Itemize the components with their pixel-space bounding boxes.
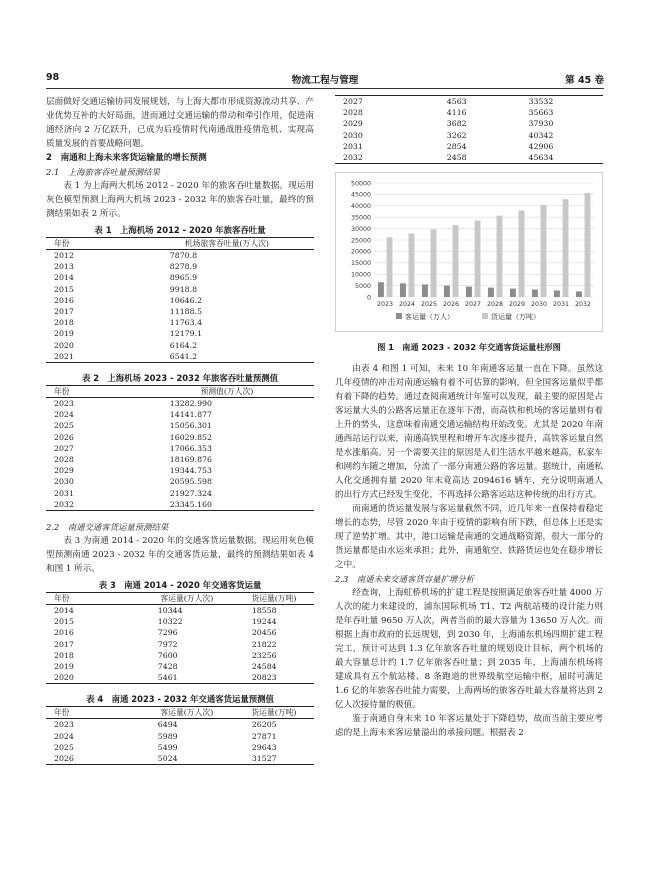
table4-cell: 2024	[54, 731, 74, 741]
section-heading-2: 2 南通和上海未来客货运输量的增长预测	[46, 153, 207, 163]
y-tick-label: 5000	[354, 283, 371, 291]
table4-cont-cell: 2854	[446, 141, 467, 151]
bar-passenger	[466, 287, 472, 297]
table1-cell: 11188.5	[169, 307, 203, 317]
table3-cell: 20823	[234, 672, 314, 684]
table1-cell: 7870.8	[169, 251, 198, 260]
table1-cell: 8965.9	[169, 273, 198, 283]
table1-row	[46, 328, 314, 339]
table4-cont-cell: 2028	[343, 108, 363, 118]
bar-freight	[497, 216, 503, 297]
table4-cont-row	[335, 118, 603, 129]
table4-continued	[335, 95, 603, 164]
table4-cont-cell: 2031	[343, 141, 363, 151]
x-tick-label: 2024	[398, 301, 416, 309]
table1-row	[46, 340, 314, 351]
table3-body	[46, 605, 314, 684]
table2-cell: 23345.160	[140, 499, 314, 511]
bar-freight	[431, 230, 437, 298]
table2-cell: 2024	[54, 410, 74, 420]
table4-cell: 26205	[251, 720, 277, 730]
table4-row	[46, 742, 314, 753]
table3-cell: 19244	[251, 617, 277, 627]
table3-row	[46, 639, 314, 650]
table2-cell: 2027	[54, 443, 74, 453]
table4-cell: 2023	[54, 720, 74, 730]
legend-label: 货运量（万吨）	[491, 313, 540, 322]
table1-row	[46, 306, 314, 317]
bar-freight	[409, 234, 415, 298]
paragraph-analysis-2: 而南通的货运量发展与客运量截然不同，近几年来一直保持着稳定增长的态势，尽管 2020 年由于疫情的影响有所下跌，但总体上还是实现了逆势扩增。其中，港口运输是南通的交通战略资源，很大一部分的货运量都是由水运来承担；此外，南通航空、铁路货运也处在稳步增长之中。	[335, 504, 603, 571]
table4-header-passenger: 客运量(万人次)	[140, 707, 234, 719]
table4-cell: 29643	[251, 742, 277, 752]
table2-cell: 20595.598	[169, 477, 212, 487]
figure1-caption: 图 1 南通 2023 - 2032 年交通客货运量柱形图	[377, 342, 561, 353]
table1-cell: 2012	[54, 251, 74, 260]
table4-cell: 31527	[234, 753, 314, 765]
right-column	[335, 95, 603, 740]
table1-cell: 10646.2	[169, 295, 203, 305]
table3-cell: 21822	[251, 639, 277, 649]
table2-cell: 2028	[54, 455, 74, 465]
bar-freight	[585, 193, 591, 297]
table2-cell: 2030	[54, 477, 74, 487]
y-tick-label: 15000	[350, 260, 371, 268]
bar-freight	[519, 211, 525, 297]
table4-cont-row	[335, 130, 603, 141]
table3-row	[46, 661, 314, 672]
table1-row	[46, 295, 314, 306]
y-tick-label: 20000	[350, 248, 371, 256]
table1-cell: 11763.4	[169, 318, 203, 328]
x-tick-label: 2027	[464, 301, 482, 309]
table1-header-value: 机场旅客吞吐量(万人次)	[140, 238, 314, 250]
x-tick-label: 2026	[442, 301, 460, 309]
bar-passenger	[400, 284, 406, 298]
paragraph-2-3: 经查询，上海虹桥机场的扩建工程是按照满足旅客吞吐量 4000 万人次的能力来建设的，浦东国际机场 T1、T2 两航站楼的设计能力则是年吞吐量 9650 万人次，两者当前的最大容量为 13650 万人次。而根据上海市政府的长远规划，到 2030 年，上海浦东机场四期扩建工程完工，预计可达到 1.3 亿年旅客吞吐量的规划设计目标，两个机场的最大容量总计约 1.7 亿年旅客吞吐量；到 2035 年，上海浦东机场将建成具有五个航站楼、8 条跑道的世界级航空运输中枢，届时可满足 1.6 亿的年旅客吞吐能力需要，上海两场的旅客吞吐最大容量将达到 2 亿人次接待量的极值。	[335, 588, 603, 711]
table4-cell: 2026	[46, 753, 140, 765]
table2-cell: 19344.753	[169, 466, 212, 476]
y-tick-label: 30000	[350, 226, 371, 234]
bar-passenger	[422, 285, 428, 298]
table4-cont-cell: 2030	[343, 130, 363, 140]
table1-row	[46, 317, 314, 328]
page-number: 98	[46, 72, 60, 83]
bar-freight	[453, 225, 459, 297]
x-tick-label: 2023	[376, 301, 394, 309]
table4-cont-cell: 40342	[528, 130, 554, 140]
table4-cont-cell: 2027	[343, 97, 363, 106]
table4-cont-cell: 42906	[528, 141, 554, 151]
y-tick-label: 35000	[350, 214, 371, 222]
figure1-chart	[335, 172, 603, 332]
bar-freight	[541, 205, 547, 297]
table1-cell: 12179.1	[169, 329, 203, 339]
table1-caption: 表 1 上海机场 2012 - 2020 年旅客吞吐量	[94, 225, 266, 235]
paragraph-2-2: 表 3 为南通 2014 - 2020 年的交通客货运量数据。现运用灰色模型预测南通 2023 - 2032 年的交通客货运量，最终的预测结果如表 4 和图 1 所示。	[46, 536, 314, 575]
table3-caption: 表 3 南通 2014 - 2020 年交通客货运量	[98, 580, 262, 591]
table4-cont-cell: 2032	[335, 152, 429, 164]
table4-caption: 表 4 南通 2023 - 2032 年交通客货运量预测值	[86, 694, 274, 705]
table1-cell: 6164.2	[169, 340, 198, 350]
table3-cell: 2016	[54, 628, 74, 638]
table3-cell: 2014	[54, 606, 74, 616]
table2-row	[46, 443, 314, 454]
table4-cont-cell: 3682	[446, 119, 467, 129]
bar-freight	[387, 237, 393, 297]
paragraph-final: 鉴于南通自身未来 10 年客运量处于下降趋势，故而当前主要应考虑的是上海未来客运量溢出的承接问题。根据表 2	[335, 714, 603, 739]
subsection-heading-2-2: 2.2 南通交通客货运量预测结果	[46, 522, 169, 533]
table1-cell: 2018	[54, 318, 74, 328]
table4-cell: 5024	[140, 753, 234, 765]
table3-header-passenger: 客运量(万人次)	[140, 593, 234, 605]
table4-cont-row	[335, 96, 603, 108]
table2-header-year: 年份	[46, 386, 140, 398]
y-tick-label: 10000	[350, 271, 371, 279]
volume-label: 第 45 卷	[565, 75, 604, 86]
table2-cell: 2025	[54, 421, 74, 431]
table3-row	[46, 672, 314, 684]
y-tick-label: 45000	[350, 191, 371, 199]
table2-cell: 18169.876	[169, 455, 212, 465]
y-tick-label: 25000	[350, 237, 371, 245]
bar-passenger	[554, 291, 560, 298]
table4-cell: 5499	[157, 742, 178, 752]
table1-cell: 2014	[54, 273, 74, 283]
table2-row	[46, 488, 314, 499]
table2-cell: 2031	[54, 488, 74, 498]
x-tick-label: 2025	[420, 301, 438, 309]
table2-row	[46, 499, 314, 511]
table4-cont-cell: 45634	[511, 152, 603, 164]
table4-cont-cell: 2029	[343, 119, 363, 129]
table1-cell: 2017	[54, 307, 74, 317]
table1-header-year: 年份	[46, 238, 140, 250]
table3-cell: 7428	[157, 662, 178, 672]
table1-row	[46, 250, 314, 262]
table4-cont-cell: 37930	[528, 119, 554, 129]
table4-row	[46, 731, 314, 742]
bar-freight	[563, 199, 569, 297]
table3-cell: 2020	[46, 672, 140, 684]
bar-passenger	[576, 292, 582, 298]
table3-cell: 18558	[251, 606, 277, 616]
table1-cell: 2019	[54, 329, 74, 339]
table2-row	[46, 409, 314, 420]
x-tick-label: 2029	[508, 301, 526, 309]
bar-freight	[475, 221, 481, 297]
table4-cont-cell: 4563	[446, 97, 467, 106]
table2-row	[46, 420, 314, 431]
table4-body	[46, 719, 314, 765]
table2	[46, 385, 314, 511]
table4-cont-cell: 33532	[528, 97, 554, 106]
table1-body	[46, 250, 314, 363]
table2-row	[46, 465, 314, 476]
legend-swatch	[482, 313, 488, 319]
table1-cell: 2020	[54, 340, 74, 350]
table3-cell: 24584	[251, 662, 277, 672]
table2-caption: 表 2 上海机场 2023 - 2032 年旅客吞吐量预测值	[81, 373, 279, 384]
table2-cell: 17066.353	[169, 443, 212, 453]
table4-cont-cell: 4116	[446, 108, 467, 118]
table4-header-freight: 货运量(万吨)	[234, 707, 314, 719]
table3-cell: 7296	[157, 628, 178, 638]
table3-header-freight: 货运量(万吨)	[234, 593, 314, 605]
x-tick-label: 2031	[552, 301, 570, 309]
table2-cell: 15056.301	[169, 421, 212, 431]
left-column	[46, 95, 314, 765]
table4-cont-cell: 35663	[528, 108, 554, 118]
table4-header-year: 年份	[46, 707, 140, 719]
table4	[46, 706, 314, 765]
table2-header-value: 预测值(万人次)	[140, 386, 314, 398]
table2-row	[46, 476, 314, 487]
table1-cell: 2013	[54, 262, 74, 272]
table1-cell: 9918.8	[169, 284, 198, 294]
table3-cell: 20456	[251, 628, 277, 638]
table4-row	[46, 719, 314, 731]
table1-cell: 2021	[46, 351, 140, 363]
table3-header-year: 年份	[46, 593, 140, 605]
bar-passenger	[488, 288, 494, 297]
legend-label: 客运量（万人）	[405, 313, 454, 322]
page-header	[46, 72, 604, 89]
table1-cell: 8278.9	[169, 262, 198, 272]
bar-passenger	[444, 286, 450, 297]
table3-cell: 2018	[54, 650, 74, 660]
table2-cell: 2032	[46, 499, 140, 511]
subsection-heading-2-3: 2.3 南通未来交通客货容量扩增分析	[335, 574, 474, 585]
table2-cell: 2029	[54, 466, 74, 476]
y-tick-label: 40000	[350, 203, 371, 211]
x-tick-label: 2032	[574, 301, 592, 309]
table3-cell: 23256	[251, 650, 277, 660]
table3-cell: 2017	[54, 639, 74, 649]
table4-cont-row	[335, 141, 603, 152]
table1-row	[46, 261, 314, 272]
table4-continued-body	[335, 96, 603, 164]
table4-cell: 6494	[157, 720, 178, 730]
table2-cell: 2023	[54, 399, 74, 409]
table1-row	[46, 272, 314, 283]
table1-cell: 2016	[54, 295, 74, 305]
table3-row	[46, 605, 314, 617]
table2-row	[46, 398, 314, 410]
table2-cell: 2026	[54, 432, 74, 442]
table2-cell: 14141.877	[169, 410, 212, 420]
table3-cell: 2015	[54, 617, 74, 627]
table3-cell: 7600	[157, 650, 178, 660]
intro-paragraph: 层面做好交通运输协同发展规划，与上海大都市形成资源流动共享、产业优势互补的大好局面，进而通过交通运输的带动和牵引作用，促进南通经济向 2 万亿跃升，已成为后疫情时代南通战胜疫情危机、实现高质量发展的首要战略问题。	[46, 97, 314, 149]
table4-row	[46, 753, 314, 765]
table3-cell: 2019	[54, 662, 74, 672]
table3-row	[46, 650, 314, 661]
table1-row	[46, 351, 314, 363]
table2-cell: 16029.852	[169, 432, 212, 442]
table3-cell: 10322	[157, 617, 183, 627]
table2-cell: 21927.324	[169, 488, 212, 498]
table1-row	[46, 284, 314, 295]
table1-cell: 2015	[54, 284, 74, 294]
y-tick-label: 0	[366, 294, 371, 302]
journal-title: 物流工程与管理	[291, 75, 359, 86]
table4-cont-cell: 2458	[429, 152, 511, 164]
table4-cell: 5989	[157, 731, 178, 741]
table4-cont-row	[335, 107, 603, 118]
bar-passenger	[532, 290, 538, 297]
table4-cont-row	[335, 152, 603, 164]
x-tick-label: 2028	[486, 301, 504, 309]
table3-cell: 7972	[157, 639, 178, 649]
bar-passenger	[378, 282, 384, 297]
table3	[46, 592, 314, 684]
table2-row	[46, 454, 314, 465]
table4-cell: 27871	[251, 731, 277, 741]
y-tick-label: 50000	[350, 180, 371, 188]
table2-body	[46, 398, 314, 511]
bar-passenger	[510, 289, 516, 297]
table3-cell: 10344	[157, 606, 183, 616]
table2-cell: 13282.990	[169, 399, 212, 409]
table1-cell: 6541.2	[140, 351, 314, 363]
table4-cont-cell: 3262	[446, 130, 467, 140]
table3-row	[46, 616, 314, 627]
table3-row	[46, 627, 314, 638]
paragraph-analysis-1: 由表 4 和图 1 可知，未来 10 年南通客运量一直在下降。虽然这几年疫情的冲击对南通运输有着不可估算的影响，但全国客运量似乎都有着下降的趋势。通过查阅南通统计年鉴可以发现，最主要的原因是占客运量大头的公路客运量正在逐年下滑，而高铁和机场的客运量则有着上升的势头，这意味着南通交通运输结构开始改变。尤其是 2020 年南通西站运行以来，南通高铁里程和增开车次逐步提升，高铁客运量自然是水涨船高。另一个需要关注的原因是人们生活水平越来越高，私家车和网约车随之增加，分流了一部分南通公路的客运量。据统计，南通私人化交通拥有量 2020 年末竟高达 2094616 辆车，充分说明南通人的出行方式已经发生变化，不再选择公路客运站这种传统的出行方式。	[335, 364, 603, 501]
bar-chart-svg	[336, 173, 602, 331]
table2-row	[46, 432, 314, 443]
table1	[46, 237, 314, 363]
subsection-heading-2-1: 2.1 上海旅客吞吐量预测结果	[46, 167, 160, 177]
paragraph-2-1: 表 1 为上海两大机场 2012 - 2020 年的旅客吞吐量数据。现运用灰色模型预测上海两大机场 2023 - 2032 年的旅客吞吐量，最终的预测结果如表 2 所示。	[46, 181, 314, 219]
legend-swatch	[396, 313, 402, 319]
table4-cell: 2025	[54, 742, 74, 752]
table3-cell: 5461	[140, 672, 234, 684]
x-tick-label: 2030	[530, 301, 548, 309]
